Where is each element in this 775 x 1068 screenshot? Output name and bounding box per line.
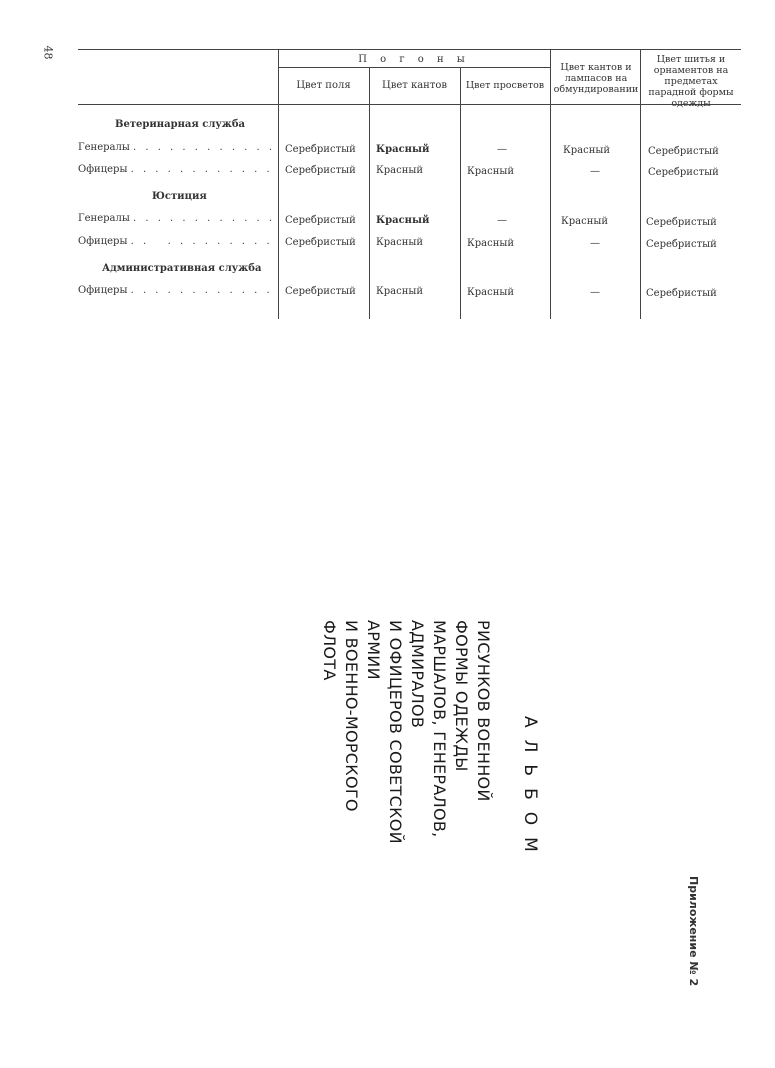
group-header-rule (278, 67, 550, 68)
column-header-piping: Цвет кантов (381, 80, 448, 91)
album-line: И ОФИЦЕРОВ СОВЕТСКОЙ АРМИИ (364, 620, 405, 844)
album-title: АЛЬБОМ (520, 716, 540, 864)
cell-embroidery: Серебристый (646, 288, 717, 299)
album-line: МАРШАЛОВ, ГЕНЕРАЛОВ, АДМИРАЛОВ (408, 620, 449, 838)
column-header-field: Цвет поля (296, 80, 351, 91)
column-header-gaps: Цвет просветов (465, 80, 545, 91)
cell-field: Серебристый (285, 237, 356, 248)
cell-embroidery: Серебристый (646, 239, 717, 250)
cell-piping: Красный (376, 286, 423, 297)
album-line: И ВОЕННО-МОРСКОГО ФЛОТА (320, 620, 361, 812)
album-line: РИСУНКОВ ВОЕННОЙ ФОРМЫ ОДЕЖДЫ (452, 620, 493, 802)
section-title: Юстиция (152, 191, 207, 202)
row-label: Офицеры . . . . . . . . . . . . (78, 164, 273, 175)
album-block (318, 620, 540, 864)
cell-field: Серебристый (285, 165, 356, 176)
cell-piping: Красный (376, 237, 423, 248)
appendix-label: Приложение № 2 (687, 876, 700, 987)
cell-field: Серебристый (285, 215, 356, 226)
column-header-embroidery: Цвет шитья и орнаментов на предметах парадной формы одежды (648, 54, 734, 109)
column-header-uniform-piping: Цвет кантов и лампасов на обмундировании (553, 62, 639, 95)
cell-gaps: Красный (467, 287, 514, 298)
cell-embroidery: Серебристый (648, 167, 719, 178)
table-top-rule (78, 49, 741, 50)
column-divider (460, 67, 461, 319)
cell-uniform-piping: — (590, 287, 600, 298)
cell-field: Серебристый (285, 144, 356, 155)
cell-field: Серебристый (285, 286, 356, 297)
cell-uniform-piping: Красный (561, 216, 608, 227)
row-label: Генералы . . . . . . . . . . . . (78, 213, 276, 224)
column-divider (550, 49, 551, 319)
cell-embroidery: Серебристый (646, 217, 717, 228)
cell-piping: Красный (376, 144, 430, 155)
cell-piping: Красный (376, 215, 430, 226)
cell-uniform-piping: Красный (563, 145, 610, 156)
cell-uniform-piping: — (590, 166, 600, 177)
row-label: Генералы . . . . . . . . . . . . (78, 142, 276, 153)
cell-gaps: Красный (467, 238, 514, 249)
column-divider (369, 67, 370, 319)
cell-uniform-piping: — (590, 238, 600, 249)
cell-gaps: — (497, 144, 507, 155)
group-header-pogony: П о г о н ы (358, 54, 470, 65)
section-title: Административная служба (102, 263, 262, 274)
cell-gaps: — (497, 215, 507, 226)
cell-gaps: Красный (467, 166, 514, 177)
column-divider (640, 49, 641, 319)
section-title: Ветеринарная служба (115, 119, 246, 130)
row-label: Офицеры . . . . . . . . . . . . (78, 285, 273, 296)
row-label: Офицеры . . . . . . . . . . . (78, 236, 273, 247)
cell-embroidery: Серебристый (648, 146, 719, 157)
page-number: 48 (41, 45, 55, 60)
cell-piping: Красный (376, 165, 423, 176)
